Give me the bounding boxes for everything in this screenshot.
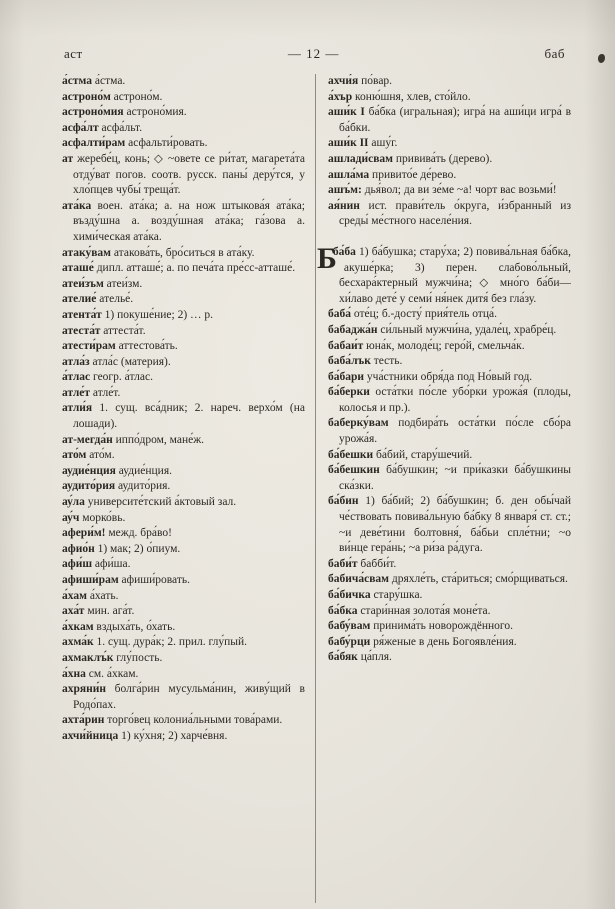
page-number: — 12 — (287, 46, 340, 61)
dictionary-entry: ата́ка воен. ата́ка; а. на нож штыкова́я ата́ка; възду́шна а. возду́шная ата́ка; га́зова а. хими́ческая ата́ка. (62, 199, 305, 243)
dictionary-entry: ба́бяк ца́пля. (328, 651, 392, 664)
headword: атеста́т (62, 324, 101, 337)
dictionary-entry: ат-мегда́н иппо́дром, мане́ж. (62, 433, 205, 446)
headword: ахта́рин (62, 714, 105, 727)
headword: баба́лък (328, 355, 371, 368)
headword: бабаи́т (328, 339, 364, 352)
dictionary-entry: ашла́ма привито́е де́рево. (328, 168, 457, 181)
dictionary-entry: аши́к II ашу́г. (328, 137, 398, 150)
headword: баба́ (328, 308, 351, 321)
headword: ба́бешкин (328, 464, 380, 477)
dictionary-entry: ая́нин ист. прави́тель о́круга, и́збранный из среды́ ме́стного населе́ния. (328, 199, 571, 228)
dictionary-entry: бабича́свам дряхле́ть, ста́риться; смо́рщиваться. (328, 573, 568, 586)
headword: а́стма (62, 75, 93, 87)
dictionary-entry: ахмаклъ́к глу́пость. (62, 651, 163, 664)
dictionary-entry: а́хам а́хать. (62, 589, 119, 602)
headword: а́хам (62, 589, 87, 602)
left-column (62, 74, 315, 903)
headword: ахчи́йница (62, 729, 119, 742)
headword: атаку́вам (62, 246, 111, 259)
dictionary-entry: а́стма а́стма. (62, 75, 126, 87)
headword: аши́к II (328, 137, 369, 150)
headword: ау́ла (62, 496, 85, 509)
headword: ата́ка (62, 199, 92, 212)
section-letter: Б (317, 241, 337, 275)
dictionary-entry: баба́лък тесть. (328, 355, 403, 368)
dictionary-entry: бабаи́т юна́к, молоде́ц; геро́й, смельча́к. (328, 339, 525, 352)
dictionary-entry: ба́бка стари́нная золота́я моне́та. (328, 604, 491, 617)
dictionary-entry: атли́я 1. сущ. вса́дник; 2. нареч. верхо́м (на лошади). (62, 402, 305, 431)
headword: астроно́м (62, 90, 111, 103)
dictionary-entry: ба́бин 1) ба́бий; 2) ба́бушкин; б. ден обы́чай че́ствовать повива́льную ба́бку 8 января́ ст. ст.; ~и деве́тини болтовня́, ба́бьи спле́тни; ~о ви́нце гера́нь; ~а ри́за ра́дуга. (328, 495, 571, 555)
headword: а́хър (328, 90, 353, 103)
dictionary-entry: афи́ш афи́ша. (62, 558, 131, 571)
headword: ахчи́я (328, 75, 359, 87)
dictionary-entry: аудито́рия аудито́рия. (62, 480, 171, 493)
headword: атле́т (62, 386, 91, 399)
text-columns (62, 74, 571, 903)
headword: аудие́нция (62, 464, 116, 477)
dictionary-entry: аудие́нция аудие́нция. (62, 464, 173, 477)
dictionary-entry: баба́ оте́ц; б.-досту́ прия́тель отца́. (328, 308, 497, 321)
headword: ат (62, 152, 74, 165)
headword: ба́бяк (328, 651, 358, 664)
headword: аха́т (62, 605, 85, 618)
headword: ахмаклъ́к (62, 651, 114, 664)
dictionary-entry: баберку́вам подбира́ть оста́тки по́сле сбо́ра урожа́я. (328, 417, 571, 446)
dictionary-entry: ба́берки оста́тки по́сле убо́рки урожа́я (плоды, колосья и пр.). (328, 386, 571, 414)
dictionary-entry: Б ба́ба 1) ба́бушка; стару́ха; 2) повива́льная ба́бка, акуше́рка; 3) перен. слабово́льный, бесхара́ктерный мужчи́на; ◇ мно́го ба́би—хи́лаво дете́ у семи́ ня́нек дитя́ без гла́зу. (317, 241, 571, 305)
dictionary-entry: астроно́м астроно́м. (62, 90, 163, 103)
dictionary-entry: атести́рам аттестова́ть. (62, 340, 178, 353)
headword: астроно́мия (62, 106, 124, 119)
headword: баби́т (328, 557, 358, 570)
headword: ашла́ма (328, 168, 370, 181)
dictionary-entry: ашъ́м: дья́вол; да ви зе́ме ~а! чорт вас возьми́! (328, 184, 557, 197)
headword: ат-мегда́н (62, 433, 113, 446)
dictionary-entry: асфа́лт асфа́льт. (62, 121, 143, 134)
headword: афери́м! (62, 527, 106, 540)
dictionary-entry: ау́ч морко́вь. (62, 511, 126, 524)
dictionary-entry: бабу́рци ря́женые в день Богоявле́ния. (328, 635, 517, 648)
headword: ахряни́н (62, 683, 106, 696)
headword: атла́з (62, 355, 90, 368)
dictionary-entry: атеста́т аттеста́т. (62, 324, 146, 337)
dictionary-entry: атла́з атла́с (материя). (62, 355, 171, 368)
dictionary-entry: аши́к I ба́бка (игральная); игра́ на аши́ци игра́ в ба́бки. (328, 106, 571, 134)
headword: а́хна (62, 667, 86, 680)
headword: атести́рам (62, 340, 116, 353)
dictionary-entry: ахчи́я по́вар. (328, 75, 393, 87)
headword: атли́я (62, 402, 93, 415)
dictionary-entry: ау́ла университе́тский а́ктовый зал. (62, 496, 237, 509)
scan-artifact (598, 54, 605, 63)
headword: бабаджа́н (328, 323, 378, 336)
headword: ба́бка (328, 604, 358, 617)
headword: ба́бин (328, 495, 359, 508)
guide-word-right: баб (544, 46, 565, 61)
headword: афио́н (62, 542, 95, 555)
dictionary-entry: ба́бичка стару́шка. (328, 589, 423, 601)
headword: ахма́к (62, 636, 94, 649)
dictionary-entry: баби́т бабби́т. (328, 557, 397, 570)
headword: бабича́свам (328, 573, 390, 586)
dictionary-entry: ашлади́свам привива́ть (дерево). (328, 152, 493, 165)
dictionary-entry: афиши́рам афиши́ровать. (62, 574, 190, 586)
headword: бабу́рци (328, 635, 371, 648)
dictionary-entry: а́хър коню́шня, хлев, сто́йло. (328, 90, 471, 103)
right-column (316, 74, 571, 903)
dictionary-entry: атаку́вам атакова́ть, бро́ситься в ата́ку. (62, 246, 255, 259)
dictionary-entry: афио́н 1) мак; 2) о́пиум. (62, 542, 181, 555)
headword: ба́бари (328, 370, 365, 383)
dictionary-entry: ахма́к 1. сущ. дура́к; 2. прил. глу́пый. (62, 636, 248, 649)
headword: асфа́лт (62, 121, 99, 134)
headword: баберку́вам (328, 417, 389, 430)
headword: а́тлас (62, 371, 91, 384)
headword: ашъ́м: (328, 184, 362, 197)
headword: асфалти́рам (62, 137, 126, 150)
dictionary-entry: атеи́зъм атеи́зм. (62, 277, 143, 290)
headword: ато́м (62, 449, 87, 462)
dictionary-entry: ахта́рин торго́вец колониа́льными това́рами. (62, 714, 283, 727)
dictionary-entry: ат жеребе́ц, конь; ◇ ~овете се ри́тат, магарета́та отду́ват погов. соотв. русск. паны́ деру́тся, у хло́пцев чубы́ треща́т. (62, 152, 305, 197)
dictionary-entry: аха́т мин. ага́т. (62, 605, 135, 618)
dictionary-entry: ахчи́йница 1) ку́хня; 2) харче́вня. (62, 729, 228, 742)
headword: атента́т (62, 308, 102, 321)
headword: аудито́рия (62, 480, 116, 493)
dictionary-entry: бабу́вам принима́ть новорождённого. (328, 620, 513, 633)
headword: ба́берки (328, 386, 370, 399)
dictionary-entry: асфалти́рам асфальти́ровать. (62, 137, 208, 150)
headword: атеи́зъм (62, 277, 104, 290)
headword: а́хкам (62, 620, 94, 633)
headword: ба́бичка (328, 589, 371, 601)
page-header (64, 46, 565, 62)
headword: ая́нин (328, 199, 360, 212)
guide-word-left: аст (64, 46, 83, 61)
headword: ба́бешки (328, 448, 374, 461)
dictionary-entry: афери́м! межд. бра́во! (62, 527, 172, 540)
dictionary-entry: ба́бешкин ба́бушкин; ~и при́казки ба́бушкины ска́зки. (328, 464, 571, 492)
dictionary-entry: ахряни́н болга́рин мусульма́нин, живу́щий в Родо́пах. (62, 683, 305, 711)
headword: бабу́вам (328, 620, 371, 633)
headword: афи́ш (62, 558, 93, 571)
dictionary-entry: ба́бари уча́стники обря́да под Но́вый год. (328, 370, 533, 383)
dictionary-entry: атента́т 1) покуше́ние; 2) … р. (62, 308, 214, 321)
dictionary-entry: ателие́ ателье́. (62, 293, 134, 306)
dictionary-entry: астроно́мия астроно́мия. (62, 106, 187, 119)
dictionary-entry: ато́м ато́м. (62, 449, 115, 462)
dictionary-entry: аташе́ дипл. атташе́; а. по печа́та пре́сс-атташе́. (62, 262, 296, 275)
headword: афиши́рам (62, 574, 119, 586)
dictionary-entry: атле́т атле́т. (62, 386, 121, 399)
headword: ба́ба (332, 245, 356, 258)
dictionary-entry: а́хкам вздыха́ть, о́хать. (62, 620, 176, 633)
headword: ашлади́свам (328, 152, 394, 165)
dictionary-entry: ба́бешки ба́бий, стару́шечий. (328, 448, 473, 461)
dictionary-entry: а́хна см. а́хкам. (62, 667, 139, 680)
headword: ателие́ (62, 293, 97, 306)
headword: аши́к I (328, 106, 365, 119)
dictionary-entry: а́тлас геогр. а́тлас. (62, 371, 154, 384)
headword: ау́ч (62, 511, 80, 524)
headword: аташе́ (62, 262, 94, 275)
dictionary-entry: бабаджа́н си́льный мужчи́на, удале́ц, храбре́ц. (328, 323, 557, 336)
